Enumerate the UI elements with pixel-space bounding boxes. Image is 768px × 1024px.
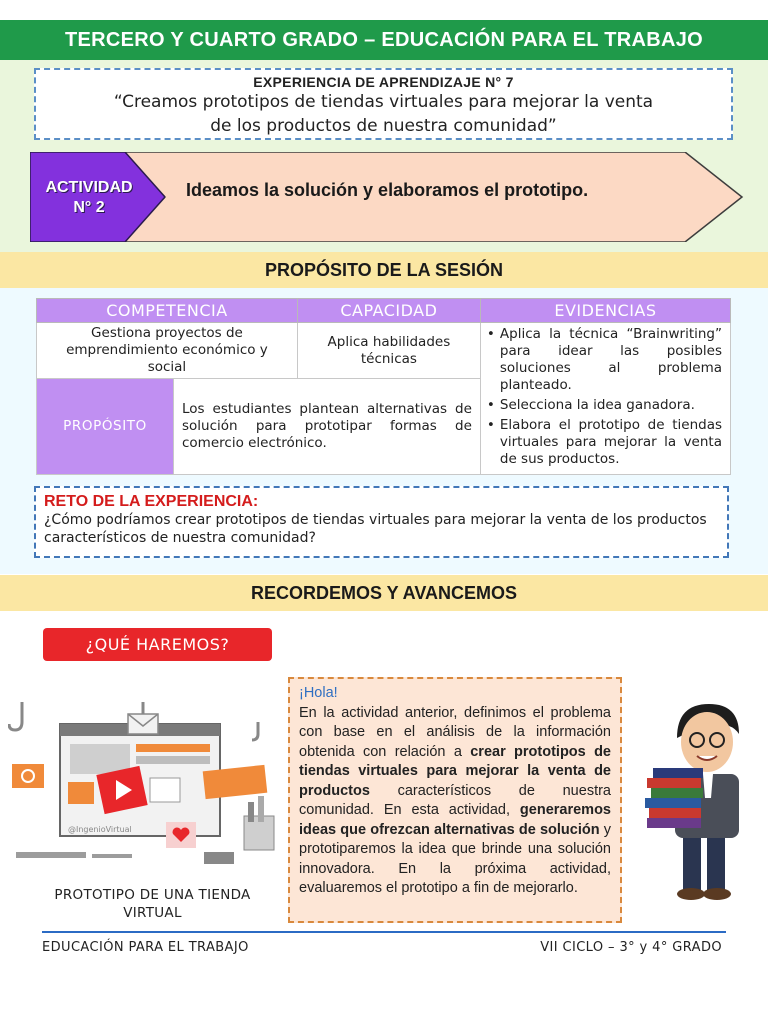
activity-title: Ideamos la solución y elaboramos el prototipo. xyxy=(186,180,589,200)
footer-grade: VII CICLO – 3° y 4° GRADO xyxy=(540,940,722,955)
experience-box xyxy=(34,68,733,140)
activity-label xyxy=(30,152,165,242)
what-we-do-label: ¿QUÉ HAREMOS? xyxy=(43,628,272,661)
gear-icon xyxy=(12,764,44,788)
hook-icon xyxy=(9,702,22,730)
challenge-text: ¿Cómo podríamos crear prototipos de tiendas virtuales para mejorar la venta de los productos característicos de nuestra comunidad? xyxy=(44,512,707,546)
evidence-item: • Aplica la técnica “Brainwriting” para idear las posibles soluciones al problema planteado. xyxy=(487,326,722,394)
evidencias-cell xyxy=(480,323,730,475)
store-prototype-illustration xyxy=(8,692,280,882)
challenge-title: RETO DE LA EXPERIENCIA: xyxy=(44,493,259,510)
purpose-table xyxy=(36,298,731,475)
evidence-item: • Selecciona la idea ganadora. xyxy=(487,397,722,414)
map-pin-icon xyxy=(68,782,94,804)
competencia-cell: Gestiona proyectos de emprendimiento económico y social xyxy=(37,323,298,379)
hook-icon xyxy=(252,722,258,740)
header-capacidad: CAPACIDAD xyxy=(297,299,480,323)
intro-text-box xyxy=(288,677,622,923)
activity-label-line2: N° 2 xyxy=(73,199,105,216)
experience-quote-line1: “Creamos prototipos de tiendas virtuales para mejorar la venta xyxy=(113,92,654,112)
activity-label-line1: ACTIVIDAD xyxy=(45,179,133,196)
review-heading: RECORDEMOS Y AVANCEMOS xyxy=(0,575,768,611)
page-title: TERCERO Y CUARTO GRADO – EDUCACIÓN PARA EL TRABAJO xyxy=(0,20,768,60)
proposito-text: Los estudiantes plantean alternativas de solución para prototipar formas de comercio electrónico. xyxy=(174,379,481,475)
experience-quote-line2: de los productos de nuestra comunidad” xyxy=(210,116,557,136)
illustration-caption: PROTOTIPO DE UNA TIENDA VIRTUAL xyxy=(54,887,251,921)
face xyxy=(681,712,733,772)
footer-divider xyxy=(42,931,726,933)
experience-title: EXPERIENCIA DE APRENDIZAJE N° 7 xyxy=(253,74,514,90)
intro-paragraph: En la actividad anterior, definimos el problema con base en el análisis de la información obtenida con relación a crear prototipos de tiendas virtuales para mejorar la venta de productos característicos de nuestra comunidad. En esta actividad, generaremos ideas que ofrezcan alternativas de solución y prototiparemos la idea que brinde una solución innovadora. En la próxima actividad, evaluaremos el prototipo a fin de mejorarlo. xyxy=(299,704,611,896)
illustration-watermark: @IngenioVirtual xyxy=(68,825,132,834)
purpose-heading: PROPÓSITO DE LA SESIÓN xyxy=(0,252,768,288)
greeting: ¡Hola! xyxy=(299,685,338,701)
header-competencia: COMPETENCIA xyxy=(37,299,298,323)
evidence-item: • Elabora el prototipo de tiendas virtuales para mejorar la venta de sus productos. xyxy=(487,417,722,468)
challenge-box xyxy=(34,486,729,558)
footer-course: EDUCACIÓN PARA EL TRABAJO xyxy=(42,940,249,955)
capacidad-cell: Aplica habilidades técnicas xyxy=(297,323,480,379)
student-character-illustration xyxy=(625,698,755,908)
header-evidencias: EVIDENCIAS xyxy=(480,299,730,323)
proposito-label: PROPÓSITO xyxy=(37,379,174,475)
